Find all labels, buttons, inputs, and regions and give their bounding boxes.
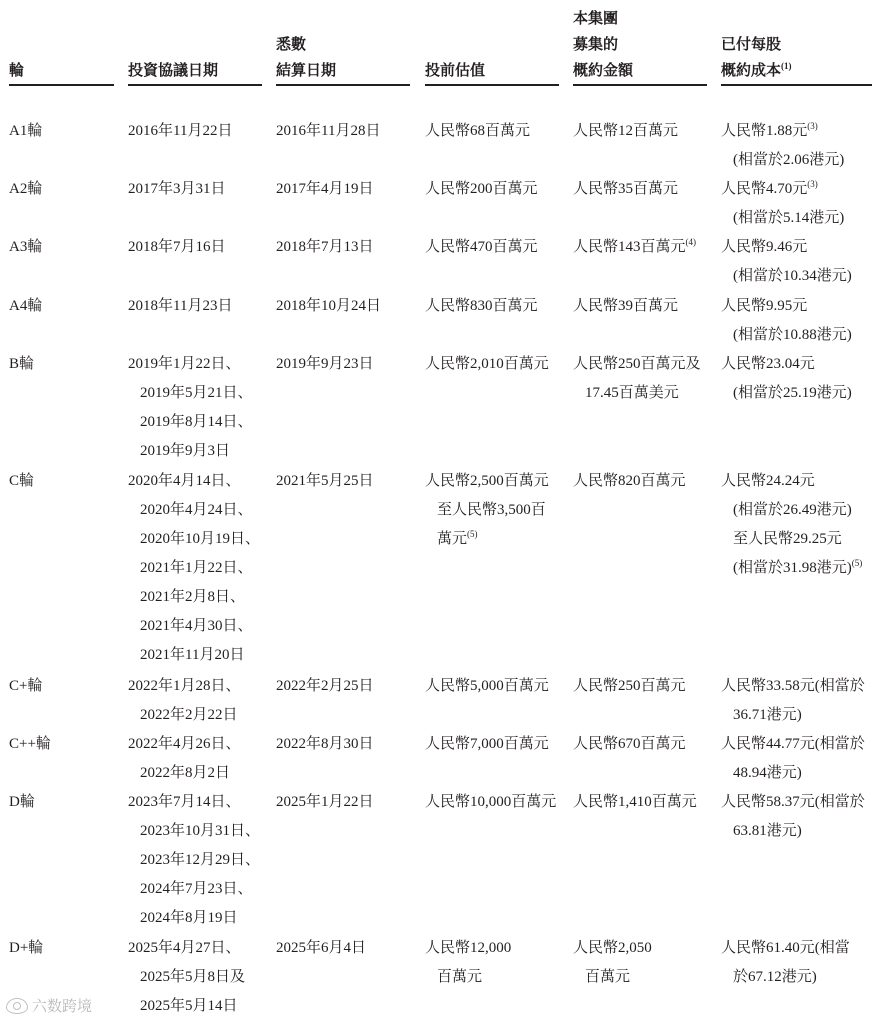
header-agreement-date-line: 投資協議日期 — [128, 63, 219, 79]
cell-round — [9, 788, 35, 817]
cell-line: 至人民幣3,500百 — [437, 502, 546, 518]
cell-line: 人民幣68百萬元 — [425, 123, 531, 139]
cell-valuation — [425, 672, 549, 701]
cell-line: 人民幣12,000 — [425, 940, 512, 956]
cell-agreement-date — [128, 672, 241, 730]
cell-line: 人民幣200百萬元 — [425, 181, 538, 197]
cell-agreement-date — [128, 730, 241, 788]
cell-line-with-note — [721, 175, 844, 204]
cell-line: 人民幣61.40元(相當 — [721, 940, 850, 956]
cell-line: 2019年1月22日、 — [128, 356, 241, 372]
cell-cost-per-share — [721, 175, 844, 233]
cell-valuation — [425, 117, 530, 146]
cell-amount-raised — [573, 934, 652, 992]
cell-line: 2025年5月14日 — [140, 998, 238, 1014]
cell-line: 2024年7月23日、 — [140, 881, 253, 897]
cell-amount-raised — [573, 672, 686, 701]
cell-line: (相當於10.88港元) — [733, 327, 852, 343]
cell-line: (相當於31.98港元) — [733, 560, 852, 576]
cell-line: (相當於2.06港元) — [733, 152, 845, 168]
cell-line-with-note — [721, 554, 862, 583]
cell-valuation — [425, 292, 538, 321]
cell-line: 人民幣39百萬元 — [573, 298, 679, 314]
cell-line: D輪 — [9, 794, 35, 810]
cell-round — [9, 292, 42, 321]
cell-line: 百萬元 — [437, 969, 483, 985]
cell-line: A2輪 — [9, 181, 43, 197]
cell-line: 人民幣10,000百萬元 — [425, 794, 557, 810]
cell-line: 2025年4月27日、 — [128, 940, 241, 956]
cell-agreement-date — [128, 934, 245, 1021]
cell-line: 2023年7月14日、 — [128, 794, 241, 810]
header-rule-valuation — [425, 84, 559, 86]
cell-line: 2023年12月29日、 — [140, 852, 261, 868]
cell-line: 2025年5月8日及 — [140, 969, 246, 985]
cell-line-with-note — [721, 117, 844, 146]
cell-cost-per-share — [721, 292, 852, 350]
cell-line-with-note — [573, 233, 696, 262]
footnote-marker: (3) — [807, 121, 818, 131]
header-cost-line-1: 已付每股 — [721, 37, 782, 53]
header-pre-money-valuation — [425, 58, 485, 84]
header-agreement-date — [128, 58, 218, 84]
cell-line: 人民幣670百萬元 — [573, 736, 686, 752]
cell-settlement-date — [276, 292, 381, 321]
cell-line: (相當於10.34港元) — [733, 268, 852, 284]
cell-line: 人民幣7,000百萬元 — [425, 736, 549, 752]
cell-line: 2018年10月24日 — [276, 298, 382, 314]
cell-line: 2019年9月3日 — [140, 443, 231, 459]
cell-line: 63.81港元) — [733, 823, 802, 839]
cell-line: A4輪 — [9, 298, 43, 314]
cell-round — [9, 233, 42, 262]
cell-amount-raised — [573, 788, 697, 817]
cell-line: A1輪 — [9, 123, 43, 139]
header-cost-footnote: (1) — [781, 61, 792, 71]
cell-line: 2022年4月26日、 — [128, 736, 241, 752]
cell-round — [9, 467, 34, 496]
cell-round — [9, 175, 42, 204]
cell-line: C+輪 — [9, 678, 43, 694]
cell-line: C++輪 — [9, 736, 51, 752]
cell-line: 人民幣5,000百萬元 — [425, 678, 549, 694]
cell-line-with-note — [425, 525, 549, 554]
cell-line: 36.71港元) — [733, 707, 802, 723]
cell-line: 2021年5月25日 — [276, 473, 374, 489]
cell-cost-per-share — [721, 730, 865, 788]
header-rule-round — [9, 84, 114, 86]
cell-valuation — [425, 233, 538, 262]
cell-round — [9, 350, 34, 379]
cell-settlement-date — [276, 467, 374, 496]
cell-agreement-date — [128, 175, 226, 204]
footnote-marker: (3) — [807, 179, 818, 189]
cell-line: 2025年6月4日 — [276, 940, 367, 956]
cell-line: B輪 — [9, 356, 35, 372]
cell-line: 人民幣9.95元 — [721, 298, 808, 314]
cell-line: 人民幣12百萬元 — [573, 123, 679, 139]
cell-cost-per-share — [721, 467, 862, 583]
cell-round — [9, 672, 42, 701]
cell-amount-raised — [573, 467, 686, 496]
cell-line: 人民幣24.24元 — [721, 473, 815, 489]
cell-cost-per-share — [721, 934, 850, 992]
cell-line: 2021年1月22日、 — [140, 560, 253, 576]
header-rule-agreement — [128, 84, 262, 86]
cell-cost-per-share — [721, 233, 852, 291]
cell-agreement-date — [128, 233, 226, 262]
cell-line: 於67.12港元) — [733, 969, 817, 985]
cell-line: 人民幣9.46元 — [721, 239, 808, 255]
cell-line: 2017年4月19日 — [276, 181, 374, 197]
cell-line: 2021年2月8日、 — [140, 589, 246, 605]
cell-agreement-date — [128, 788, 260, 933]
cell-amount-raised — [573, 730, 686, 759]
cell-round — [9, 934, 43, 963]
header-settlement-date-line-1: 悉數 — [276, 37, 307, 53]
cell-line: 人民幣250百萬元及 — [573, 356, 701, 372]
cell-agreement-date — [128, 350, 253, 466]
cell-line: 人民幣143百萬元 — [573, 239, 686, 255]
cell-settlement-date — [276, 730, 374, 759]
cell-line: C輪 — [9, 473, 35, 489]
cell-settlement-date — [276, 175, 374, 204]
cell-line: 2017年3月31日 — [128, 181, 226, 197]
cell-settlement-date — [276, 233, 374, 262]
cell-line: 2023年10月31日、 — [140, 823, 261, 839]
cell-line: 人民幣23.04元 — [721, 356, 815, 372]
cell-line: 人民幣35百萬元 — [573, 181, 679, 197]
cell-line: 人民幣44.77元(相當於 — [721, 736, 865, 752]
header-rule-amount — [573, 84, 707, 86]
cell-line: 2022年2月22日 — [140, 707, 238, 723]
cell-valuation — [425, 350, 549, 379]
cell-cost-per-share — [721, 350, 852, 408]
cell-line: 2019年8月14日、 — [140, 414, 253, 430]
cell-settlement-date — [276, 934, 366, 963]
cell-line: 2022年2月25日 — [276, 678, 374, 694]
cell-line: 2022年8月2日 — [140, 765, 231, 781]
cell-amount-raised — [573, 175, 678, 204]
header-rule-cost — [721, 84, 872, 86]
cell-line: 2019年5月21日、 — [140, 385, 253, 401]
cell-line: 2016年11月22日 — [128, 123, 233, 139]
cell-amount-raised — [573, 117, 678, 146]
cell-line: 人民幣4.70元 — [721, 181, 808, 197]
cell-valuation — [425, 175, 538, 204]
cell-line: 人民幣820百萬元 — [573, 473, 686, 489]
cell-round — [9, 730, 51, 759]
cell-line: 2021年4月30日、 — [140, 618, 253, 634]
cell-line: 2022年1月28日、 — [128, 678, 241, 694]
header-settlement-date — [276, 32, 336, 84]
cell-valuation — [425, 467, 549, 554]
cell-line: 2024年8月19日 — [140, 910, 238, 926]
cell-amount-raised — [573, 292, 678, 321]
header-amount-raised — [573, 6, 633, 84]
cell-agreement-date — [128, 467, 260, 670]
cell-line: 人民幣33.58元(相當於 — [721, 678, 865, 694]
cell-line: 2016年11月28日 — [276, 123, 381, 139]
cell-line: 2020年10月19日、 — [140, 531, 261, 547]
footnote-marker: (5) — [467, 529, 478, 539]
cell-line: 2021年11月20日 — [140, 647, 245, 663]
cell-amount-raised — [573, 350, 701, 408]
cell-line: 2025年1月22日 — [276, 794, 374, 810]
cell-line: 人民幣2,010百萬元 — [425, 356, 549, 372]
cell-line: 2018年11月23日 — [128, 298, 233, 314]
cell-line: 2022年8月30日 — [276, 736, 374, 752]
header-settlement-date-line-2: 結算日期 — [276, 63, 337, 79]
header-rule-settlement — [276, 84, 410, 86]
watermark — [6, 995, 92, 1016]
footnote-marker: (4) — [685, 237, 697, 247]
cell-line: A3輪 — [9, 239, 43, 255]
cell-cost-per-share — [721, 672, 865, 730]
cell-line: 人民幣470百萬元 — [425, 239, 538, 255]
cell-amount-raised — [573, 233, 696, 262]
header-valuation-line: 投前估值 — [425, 63, 486, 79]
cell-valuation — [425, 788, 556, 817]
header-amount-line-2: 募集的 — [573, 37, 619, 53]
cell-line: D+輪 — [9, 940, 44, 956]
cell-line: 2019年9月23日 — [276, 356, 374, 372]
cell-line: 2020年4月14日、 — [128, 473, 241, 489]
cell-cost-per-share — [721, 117, 844, 175]
header-cost-line-2: 概約成本$^{(1)}$ — [721, 61, 792, 79]
watermark-logo-icon — [6, 998, 28, 1014]
header-amount-line-1: 本集團 — [573, 11, 619, 27]
cell-line: 2020年4月24日、 — [140, 502, 253, 518]
cell-valuation — [425, 730, 549, 759]
cell-line: 人民幣250百萬元 — [573, 678, 686, 694]
cell-line: 百萬元 — [585, 969, 631, 985]
cell-round — [9, 117, 42, 146]
cell-line: (相當於25.19港元) — [733, 385, 852, 401]
cell-line: (相當於26.49港元) — [733, 502, 852, 518]
cell-agreement-date — [128, 117, 232, 146]
header-round-line: 輪 — [9, 63, 25, 79]
cell-cost-per-share — [721, 788, 865, 846]
cell-line: 萬元 — [437, 531, 468, 547]
cell-valuation — [425, 934, 511, 992]
footnote-marker: (5) — [851, 558, 863, 568]
cell-line: 人民幣1.88元 — [721, 123, 808, 139]
cell-line: 17.45百萬美元 — [585, 385, 679, 401]
cell-line: 48.94港元) — [733, 765, 802, 781]
cell-line: (相當於5.14港元) — [733, 210, 845, 226]
watermark-text: 六数跨境 — [32, 997, 93, 1015]
cell-settlement-date — [276, 788, 374, 817]
cell-line: 人民幣2,500百萬元 — [425, 473, 549, 489]
header-round — [9, 58, 24, 84]
cell-settlement-date — [276, 672, 374, 701]
cell-line: 人民幣2,050 — [573, 940, 652, 956]
header-amount-line-3: 概約金額 — [573, 63, 634, 79]
cell-line: 2018年7月13日 — [276, 239, 374, 255]
cell-line: 人民幣58.37元(相當於 — [721, 794, 865, 810]
cell-agreement-date — [128, 292, 232, 321]
cell-line: 至人民幣29.25元 — [733, 531, 842, 547]
cell-line: 人民幣1,410百萬元 — [573, 794, 697, 810]
header-cost-per-share — [721, 32, 792, 84]
cell-line: 人民幣830百萬元 — [425, 298, 538, 314]
cell-settlement-date — [276, 117, 380, 146]
cell-line: 2018年7月16日 — [128, 239, 226, 255]
cell-settlement-date — [276, 350, 374, 379]
